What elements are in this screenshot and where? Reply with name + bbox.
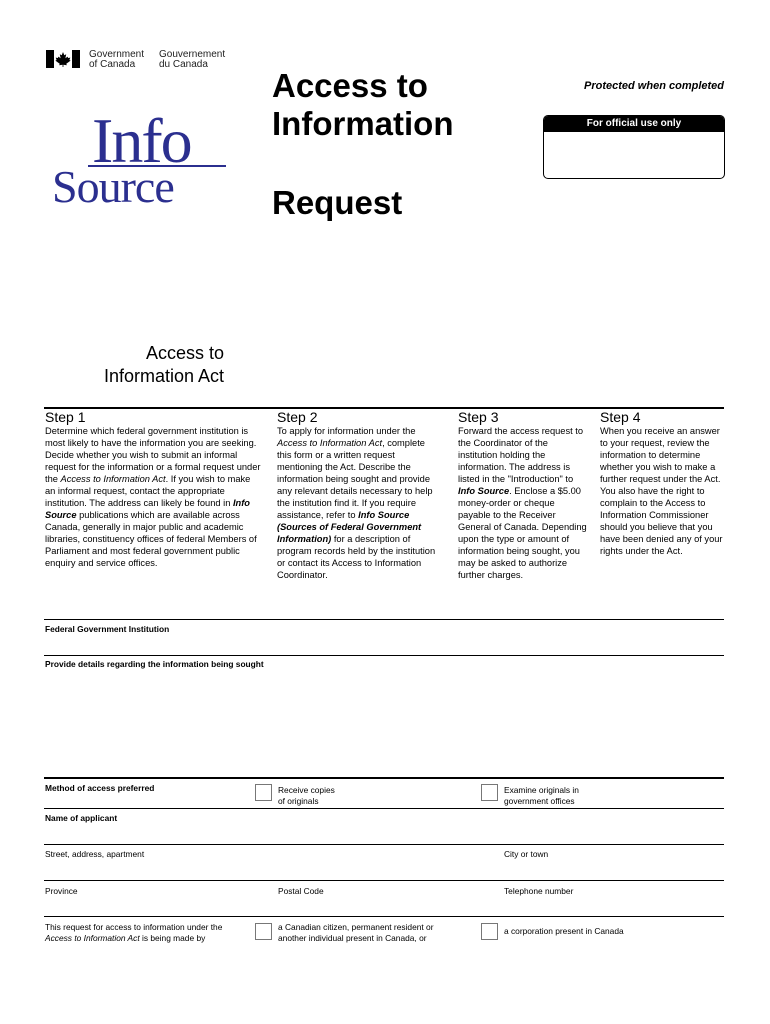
- gov-fr-line1: Gouvernement: [159, 49, 226, 60]
- institution-rule: [44, 655, 724, 656]
- name-label: Name of applicant: [45, 813, 118, 823]
- step-2-emph-b: Info Source (Sources of Federal Government Information): [277, 510, 422, 544]
- gov-fr-line2: du Canada: [159, 59, 208, 70]
- act-name-italic: Access to Information Act: [45, 933, 140, 943]
- title-line-3: Request: [272, 184, 403, 221]
- logo-text-source: Source: [52, 161, 174, 208]
- name-rule: [44, 844, 724, 845]
- citizen-line1: a Canadian citizen, permanent resident or: [278, 922, 434, 932]
- canada-flag-icon: [46, 50, 80, 68]
- street-rule: [44, 880, 724, 881]
- examine-originals-label: [504, 785, 579, 807]
- title-line-1: Access to: [272, 67, 428, 104]
- step-2-title: Step 2: [277, 409, 318, 425]
- step-2-body: [277, 425, 441, 581]
- logo-text-info: Info: [92, 105, 191, 176]
- step-2-text-b: , complete this form or a written request mentioning the Act. Describe the information being sought and provide any relevant details necessary to help the institution find it. If you require assistance, refer to: [277, 438, 433, 520]
- official-use-heading: For official use only: [544, 116, 724, 132]
- details-rule: [44, 777, 724, 779]
- province-rule: [44, 916, 724, 917]
- step-1-emph-a: Access to Information Act: [60, 474, 166, 484]
- telephone-label: Telephone number: [504, 886, 574, 896]
- details-label: Provide details regarding the information being sought: [45, 659, 264, 669]
- step-1-emph-b: Info Source: [45, 498, 250, 520]
- form-top-rule: [44, 619, 724, 620]
- official-use-box: [543, 115, 725, 179]
- gov-en-line1: Government: [89, 49, 145, 60]
- step-3-text-a: Forward the access request to the Coordinator of the institution holding the information. The address is listed in the "Introduction" to: [458, 426, 584, 484]
- postal-code-label: Postal Code: [278, 886, 324, 896]
- corporation-checkbox[interactable]: [481, 923, 498, 940]
- receive-copies-line2: of originals: [278, 796, 319, 806]
- institution-label: Federal Government Institution: [45, 624, 170, 634]
- info-source-logo: [50, 100, 230, 208]
- province-label: Province: [45, 886, 78, 896]
- examine-originals-checkbox[interactable]: [481, 784, 498, 801]
- step-1-body: [45, 425, 261, 569]
- examine-originals-line1: Examine originals in: [504, 785, 579, 795]
- step-1-text-c: publications which are available across Canada, generally in major public and academic libraries, constituency offices of federal Members of Parliament and most federal government public enquiry and service offices.: [45, 510, 257, 568]
- step-2-emph-a: Access to Information Act: [277, 438, 383, 448]
- government-of-canada-en: [89, 50, 144, 70]
- act-heading-line2: Information Act: [103, 366, 224, 386]
- act-heading-line1: Access to: [145, 343, 224, 363]
- receive-copies-line1: Receive copies: [278, 785, 335, 795]
- step-3-emph-a: Info Source: [458, 486, 510, 496]
- receive-copies-checkbox[interactable]: [255, 784, 272, 801]
- canadian-citizen-checkbox[interactable]: [255, 923, 272, 940]
- step-3-title: Step 3: [458, 409, 499, 425]
- step-2-text-c: for a description of program records held by the institution or contact its Access to Information Coordinator.: [277, 534, 436, 580]
- gouvernement-du-canada-fr: [159, 50, 225, 70]
- request-made-by-tail: is being made by: [139, 933, 206, 943]
- gov-en-line2: of Canada: [89, 59, 136, 70]
- receive-copies-label: [278, 785, 335, 807]
- corporation-label: a corporation present in Canada: [504, 926, 624, 936]
- city-label: City or town: [504, 849, 549, 859]
- canadian-citizen-label: [278, 922, 434, 944]
- step-3-text-b: . Enclose a $5.00 money-order or cheque payable to the Receiver General of Canada. Depending upon the type or amount of information being sought, you may be asked to authorize further charges.: [458, 486, 587, 580]
- step-4-title: Step 4: [600, 409, 641, 425]
- request-made-by-label: [45, 922, 222, 944]
- title-line-2: Information: [272, 105, 454, 142]
- step-1-title: Step 1: [45, 409, 86, 425]
- act-heading: [40, 342, 224, 388]
- step-4-body: [600, 425, 724, 557]
- step-3-body: [458, 425, 588, 581]
- request-made-by-line1: This request for access to information under the: [45, 922, 223, 932]
- examine-originals-line2: government offices: [504, 796, 575, 806]
- street-label: Street, address, apartment: [45, 849, 145, 859]
- method-label: Method of access preferred: [45, 783, 155, 793]
- step-2-text-a: To apply for information under the: [277, 426, 416, 436]
- step-1-text-b: . If you wish to make an informal request, contact the appropriate institution. The address can likely be found in: [45, 474, 251, 508]
- step-1-text-a: Determine which federal government institution is most likely to have the information you are seeking. Decide whether you wish to submit an informal request for the information or a formal request under the: [45, 426, 261, 484]
- step-4-text-a: When you receive an answer to your request, review the information to determine whether you wish to make a further request under the Act. You also have the right to complain to the Access to Information Commissioner should you believe that you have been denied any of your rights under the Act.: [600, 426, 723, 556]
- citizen-line2: another individual present in Canada, or: [278, 933, 427, 943]
- request-made-by-line2: [45, 933, 222, 944]
- method-rule: [44, 808, 724, 809]
- protected-notice: Protected when completed: [584, 80, 724, 92]
